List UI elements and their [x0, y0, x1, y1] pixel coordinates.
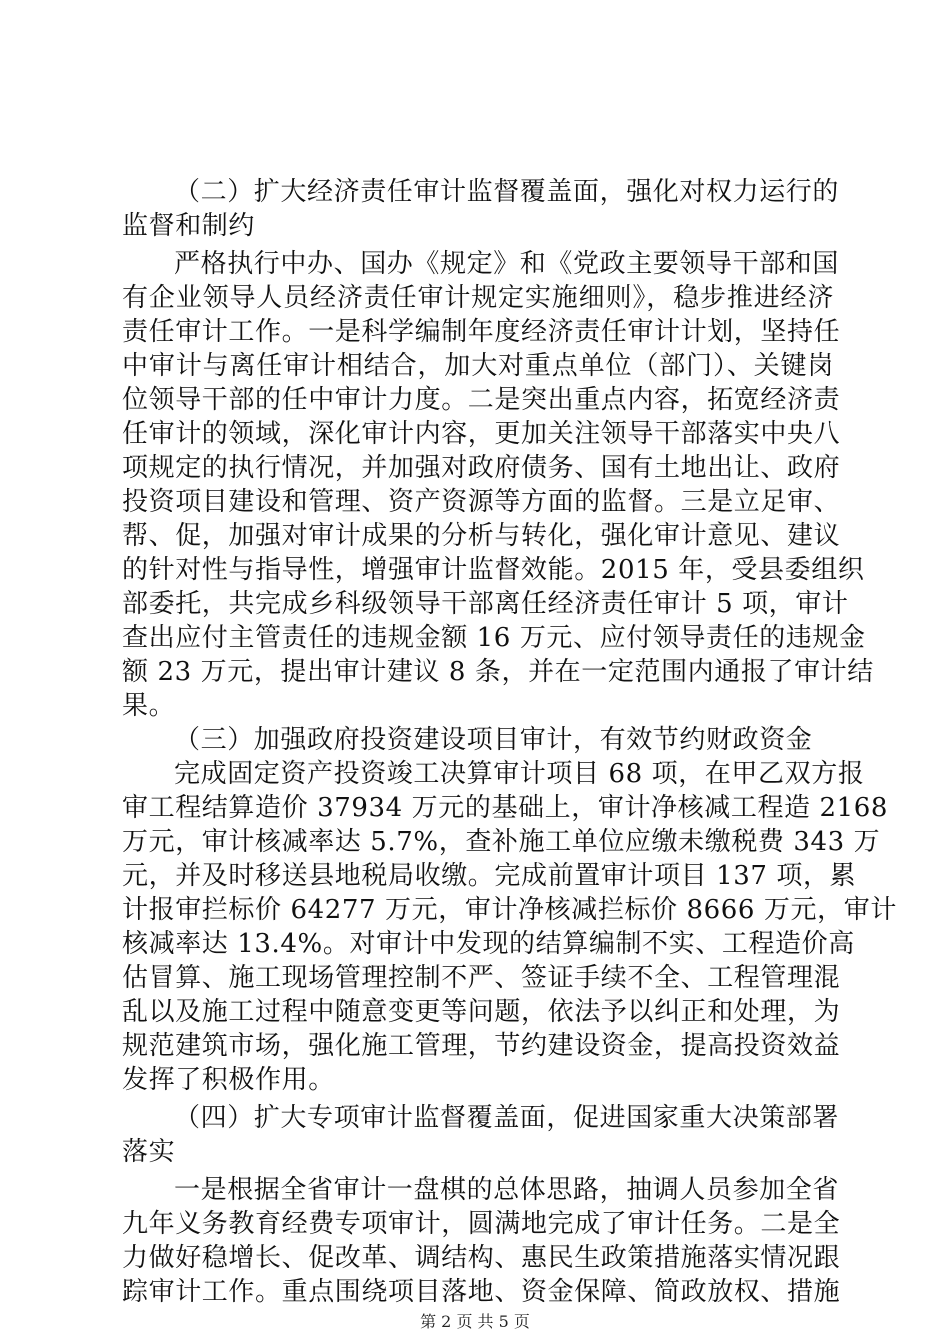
- paragraph-line: 部委托，共完成乡科级领导干部离任经济责任审计 5 项，审计: [122, 589, 849, 619]
- paragraph-line: 责任审计工作。一是科学编制年度经济责任审计计划，坚持任: [122, 317, 841, 347]
- paragraph-line: 严格执行中办、国办《规定》和《党政主要领导干部和国: [174, 249, 840, 279]
- paragraph-line: 任审计的领域，深化审计内容，更加关注领导干部落实中央八: [122, 419, 841, 449]
- section-heading-2-cont: 监督和制约: [122, 211, 256, 241]
- paragraph-line: 规范建筑市场，强化施工管理，节约建设资金，提高投资效益: [122, 1031, 841, 1061]
- paragraph-line: 帮、促，加强对审计成果的分析与转化，强化审计意见、建议: [122, 521, 841, 551]
- paragraph-line: 九年义务教育经费专项审计，圆满地完成了审计任务。二是全: [122, 1209, 841, 1239]
- paragraph-line: 踪审计工作。重点围绕项目落地、资金保障、简政放权、措施: [122, 1277, 841, 1307]
- paragraph-line: 额 23 万元，提出审计建议 8 条，并在一定范围内通报了审计结: [122, 657, 874, 687]
- paragraph-line: 的针对性与指导性，增强审计监督效能。2015 年，受县委组织: [122, 555, 865, 585]
- paragraph-line: 核减率达 13.4%。对审计中发现的结算编制不实、工程造价高: [122, 929, 855, 959]
- page-footer: 第 2 页 共 5 页: [420, 1312, 530, 1331]
- section-heading-4-cont: 落实: [122, 1137, 176, 1167]
- paragraph-line: 计报审拦标价 64277 万元，审计净核减拦标价 8666 万元，审计: [122, 895, 897, 925]
- paragraph-line: 发挥了积极作用。: [122, 1065, 335, 1095]
- section-heading-2: （二）扩大经济责任审计监督覆盖面，强化对权力运行的: [174, 177, 840, 207]
- paragraph-line: 估冒算、施工现场管理控制不严、签证手续不全、工程管理混: [122, 963, 841, 993]
- paragraph-line: 审工程结算造价 37934 万元的基础上，审计净核减工程造 2168: [122, 793, 889, 823]
- section-heading-4: （四）扩大专项审计监督覆盖面，促进国家重大决策部署: [174, 1103, 840, 1133]
- section-heading-3: （三）加强政府投资建设项目审计，有效节约财政资金: [174, 725, 813, 755]
- paragraph-line: 力做好稳增长、促改革、调结构、惠民生政策措施落实情况跟: [122, 1243, 841, 1273]
- paragraph-line: 果。: [122, 691, 176, 721]
- paragraph-line: 投资项目建设和管理、资产资源等方面的监督。三是立足审、: [122, 487, 841, 517]
- paragraph-line: 完成固定资产投资竣工决算审计项目 68 项，在甲乙双方报: [174, 759, 865, 789]
- paragraph-line: 位领导干部的任中审计力度。二是突出重点内容，拓宽经济责: [122, 385, 841, 415]
- paragraph-line: 一是根据全省审计一盘棋的总体思路，抽调人员参加全省: [174, 1175, 840, 1205]
- paragraph-line: 元，并及时移送县地税局收缴。完成前置审计项目 137 项，累: [122, 861, 857, 891]
- paragraph-line: 项规定的执行情况，并加强对政府债务、国有土地出让、政府: [122, 453, 841, 483]
- paragraph-line: 乱以及施工过程中随意变更等问题，依法予以纠正和处理，为: [122, 997, 841, 1027]
- paragraph-line: 万元，审计核减率达 5.7%，查补施工单位应缴未缴税费 343 万: [122, 827, 881, 857]
- paragraph-line: 有企业领导人员经济责任审计规定实施细则》，稳步推进经济: [122, 283, 834, 313]
- paragraph-line: 中审计与离任审计相结合，加大对重点单位（部门）、关键岗: [122, 351, 834, 381]
- paragraph-line: 查出应付主管责任的违规金额 16 万元、应付领导责任的违规金: [122, 623, 866, 653]
